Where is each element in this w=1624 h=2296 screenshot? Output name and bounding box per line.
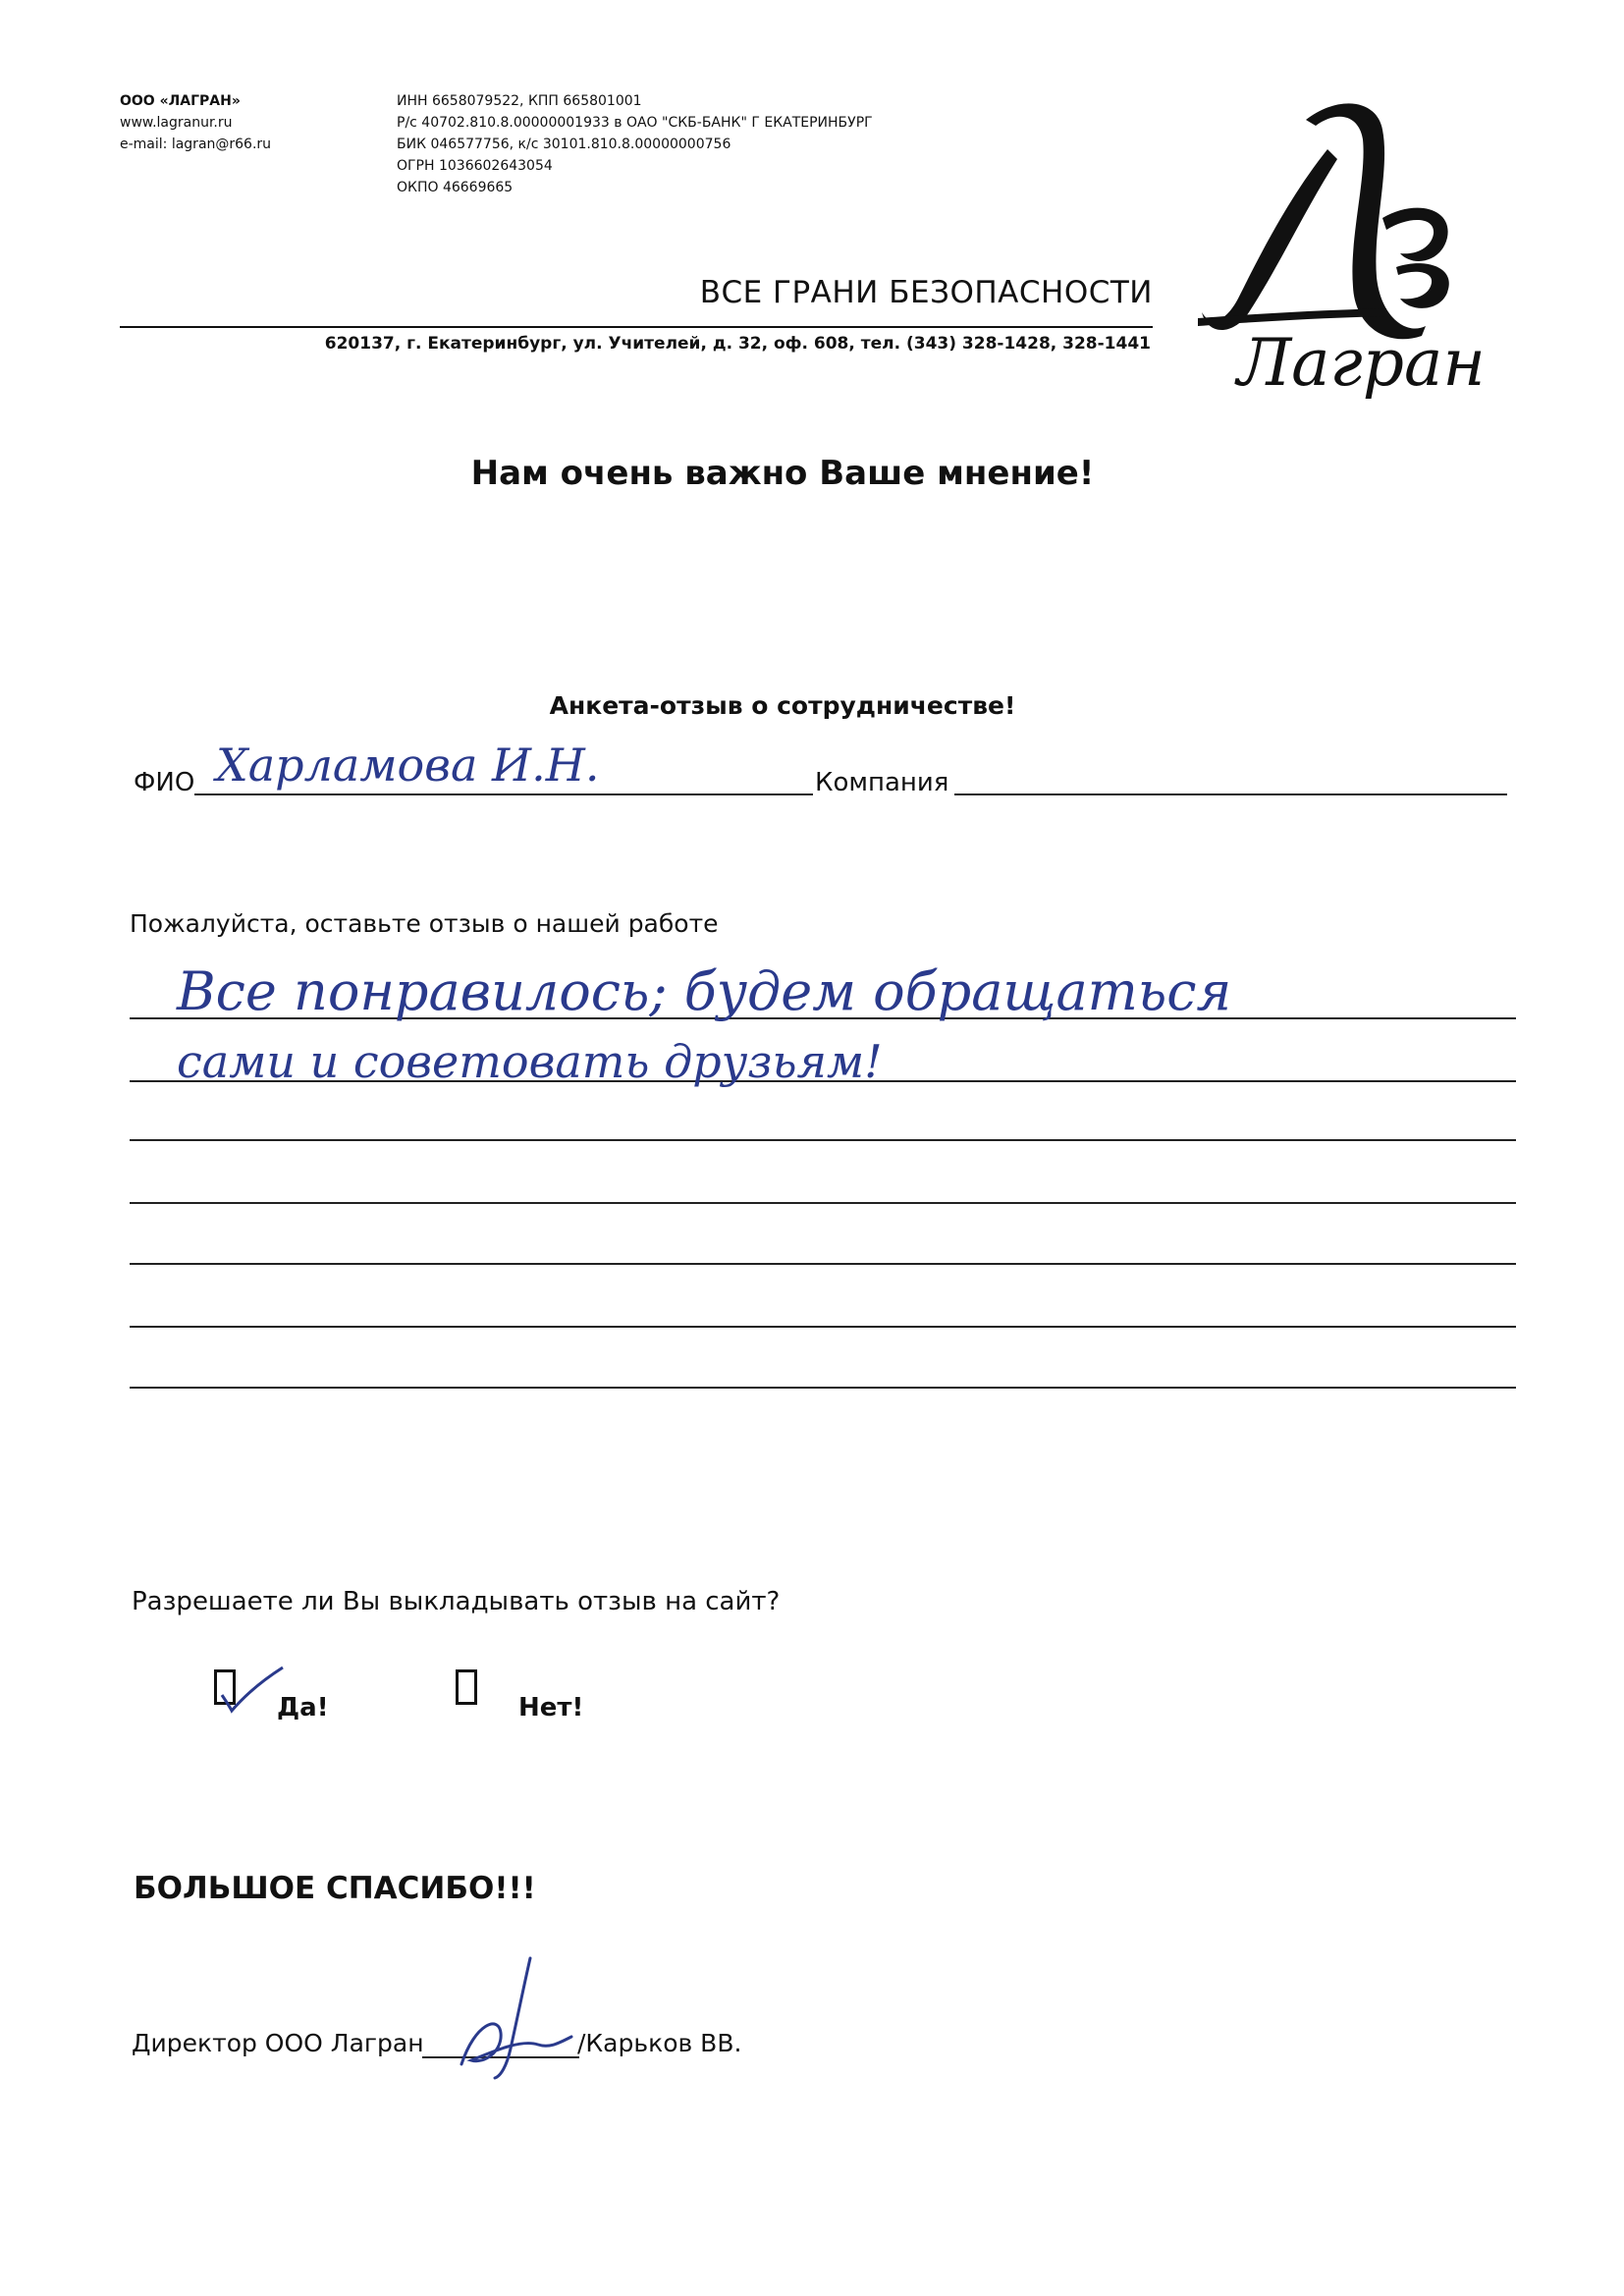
company-address: 620137, г. Екатеринбург, ул. Учителей, д. 32, оф. 608, тел. (343) 328-1428, 328-1441 (324, 334, 1151, 354)
review-text-line-2[interactable]: сами и советовать друзьям! (177, 1035, 883, 1088)
director-name: /Карьков ВВ. (577, 2029, 742, 2057)
okpo: ОКПО 46669665 (397, 180, 514, 195)
company-info (120, 90, 271, 155)
account: Р/с 40702.810.8.00000001933 в ОАО "СКБ-БАНК" Г ЕКАТЕРИНБУРГ (397, 115, 873, 131)
review-line (130, 1263, 1516, 1265)
company-underline (954, 793, 1507, 795)
permission-question: Разрешаете ли Вы выкладывать отзыв на сайт? (132, 1587, 781, 1616)
fio-label: ФИО (134, 768, 195, 797)
fio-underline (194, 793, 813, 795)
review-line (130, 1326, 1516, 1328)
review-line (130, 1387, 1516, 1389)
ogrn: ОГРН 1036602643054 (397, 158, 553, 174)
director-label: Директор ООО Лагран (132, 2029, 424, 2057)
company-logo (1190, 90, 1536, 414)
page-headline: Нам очень важно Ваше мнение! (470, 454, 1095, 493)
form-title: Анкета-отзыв о сотрудничестве! (549, 691, 1016, 720)
no-checkbox[interactable] (456, 1669, 477, 1705)
inn-kpp: ИНН 6658079522, КПП 665801001 (397, 93, 642, 109)
bank-details (397, 90, 873, 198)
company-email: e-mail: lagran@r66.ru (120, 137, 272, 152)
review-line (130, 1139, 1516, 1141)
thanks-message: БОЛЬШОЕ СПАСИБО!!! (134, 1871, 536, 1906)
slogan: ВСЕ ГРАНИ БЕЗОПАСНОСТИ (699, 275, 1153, 310)
company-name: ООО «ЛАГРАН» (120, 93, 241, 109)
review-line (130, 1202, 1516, 1204)
company-label: Компания (815, 768, 949, 797)
logo-text: Лагран (1237, 325, 1486, 401)
review-text-line-1[interactable]: Все понравилось; будем обращаться (177, 960, 1232, 1022)
bik: БИК 046577756, к/с 30101.810.8.00000000756 (397, 137, 731, 152)
yes-label: Да! (277, 1693, 329, 1722)
lagran-logo-icon (1190, 90, 1536, 414)
header-divider (120, 326, 1153, 328)
no-label: Нет! (518, 1693, 584, 1722)
review-prompt: Пожалуйста, оставьте отзыв о нашей работе (130, 909, 719, 938)
company-website: www.lagranur.ru (120, 115, 233, 131)
director-signature (442, 1954, 589, 2092)
fio-field[interactable]: Харламова И.Н. (216, 738, 600, 792)
